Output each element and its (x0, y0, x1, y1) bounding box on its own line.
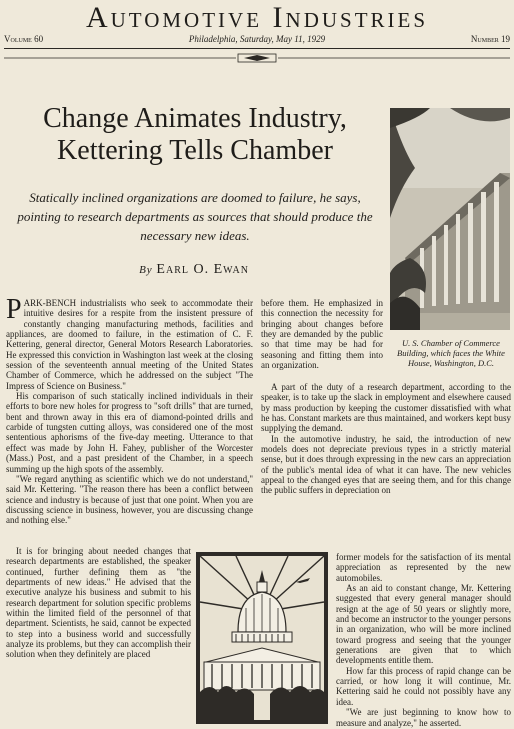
paragraph-6: A part of the duty of a research department, according to the speaker, is to take up the slack in employment and elsewhere caused by mass production by keeping the customer dissatisfied with what he has. Constant markets are thus maintained, and workers kept busy supplying the demand. (261, 382, 511, 434)
paragraph-1-text: ARK-BENCH industrialists who seek to accommodate their intuitive desires for a respite from the insistent pressure of constantly changing manufacturing methods, facilities and appliances, are doomed to failure, in the estimation of C. F. Kettering, general director, General Motors Research Laboratories. He expressed this conviction in Washington last week at the closing session of the seventeenth annual meeting of the United States Chamber of Commerce, which he addressed on the subject "The Impress of Science on Business." (6, 298, 253, 391)
paragraph-1 (6, 294, 253, 391)
headline-line-1: Change Animates Industry, (43, 103, 347, 134)
paragraph-11: "We are just beginning to know how to measure and analyze," he asserted. (336, 707, 511, 728)
paragraph-4: It is for bringing about needed changes that research departments are established, the speaker continued, further defining them as "the departments of new ideas." He advised that the executive analyze his business and submit to his research department for solution specific problems within the limited field of the personnel of that department. Scientists, he said, cannot be expected to step into a business world and successfully analyze its problems, but they can accomplish their solution when they definitely are placed (6, 546, 191, 660)
paragraph-8: former models for the satisfaction of its mental appreciation as represented by the new automobiles. (336, 552, 511, 583)
ornament-divider (4, 53, 510, 63)
paragraph-3: "We regard anything as scientific which we do not understand," said Mr. Kettering. "The reason there has been a conflict between science and industry is because of just that one point. When you are discussing science in business, however, you are discussing change and nothing else." (6, 473, 253, 526)
issue-number: Number 19 (470, 34, 510, 44)
byline-by: By (139, 264, 153, 276)
paragraph-2: His comparison of such statically inclined individuals in their efforts to bore new holes for progress to "soft drills" that are turned, bent and thrown away in this era of diamond-pointed drills and carbide of tungsten cutting alloys, was considered one of the most sententious aphorisms of the five-day meeting. Utterance to that effect was made by John H. Fahey, publisher of the Worcester (Mass.) Post, and a past president of the Chamber, in a speech summing up the high spots of the assembly. (6, 391, 253, 474)
body-column-2-upper (261, 298, 383, 370)
body-column-2-middle (261, 382, 511, 496)
byline-name: Earl O. Ewan (156, 262, 249, 277)
paragraph-7: In the automotive industry, he said, the introduction of new models does not depreciate previous types in a strictly material sense, but it does through expressing in the new cars an appreciation of the public's mental idea of what it can have. The new vehicles appeal to the changed eyes that are seeing them, and for this change the public suffers in depreciation on (261, 433, 511, 496)
body-column-1-lower (6, 546, 191, 660)
body-column-2-lower (336, 552, 511, 728)
dateline-bar (4, 34, 510, 44)
masthead-rule (4, 48, 510, 49)
paragraph-9: As an aid to constant change, Mr. Kettering suggested that every general manager should resign at the age of 50 years or slightly more, and become an instructor to the younger persons in an organization, who will be more inclined toward progress and seeing that the younger generations are given that to which developments entitle them. (336, 583, 511, 666)
headline-line-2: Kettering Tells Chamber (57, 135, 333, 166)
article-deck: Statically inclined organizations are doomed to failure, he says, pointing to research departments as sources that should produce the necessary new ideas. (17, 190, 373, 243)
paragraph-10: How far this process of rapid change can be carried, or how long it will continue, Mr. Kettering said he could not possibly have any idea. (336, 665, 511, 707)
dateline-text: Philadelphia, Saturday, May 11, 1929 (188, 34, 326, 44)
byline (0, 262, 388, 278)
photo-caption: U. S. Chamber of Commerce Building, which faces the White House, Washington, D.C. (397, 338, 505, 368)
volume-label: Volume 60 (4, 34, 44, 44)
capitol-illustration (196, 552, 328, 724)
masthead-title: Automotive Industries (85, 1, 429, 34)
chamber-building-photo (390, 108, 510, 330)
article-headline (0, 103, 390, 167)
body-column-1-upper (6, 294, 253, 526)
paragraph-5: before them. He emphasized in this connection the necessity for bringing about changes before they are demanded by the public so that time may be had for seasoning and fitting them into an organization. (261, 298, 383, 371)
drop-cap: P (6, 294, 22, 325)
